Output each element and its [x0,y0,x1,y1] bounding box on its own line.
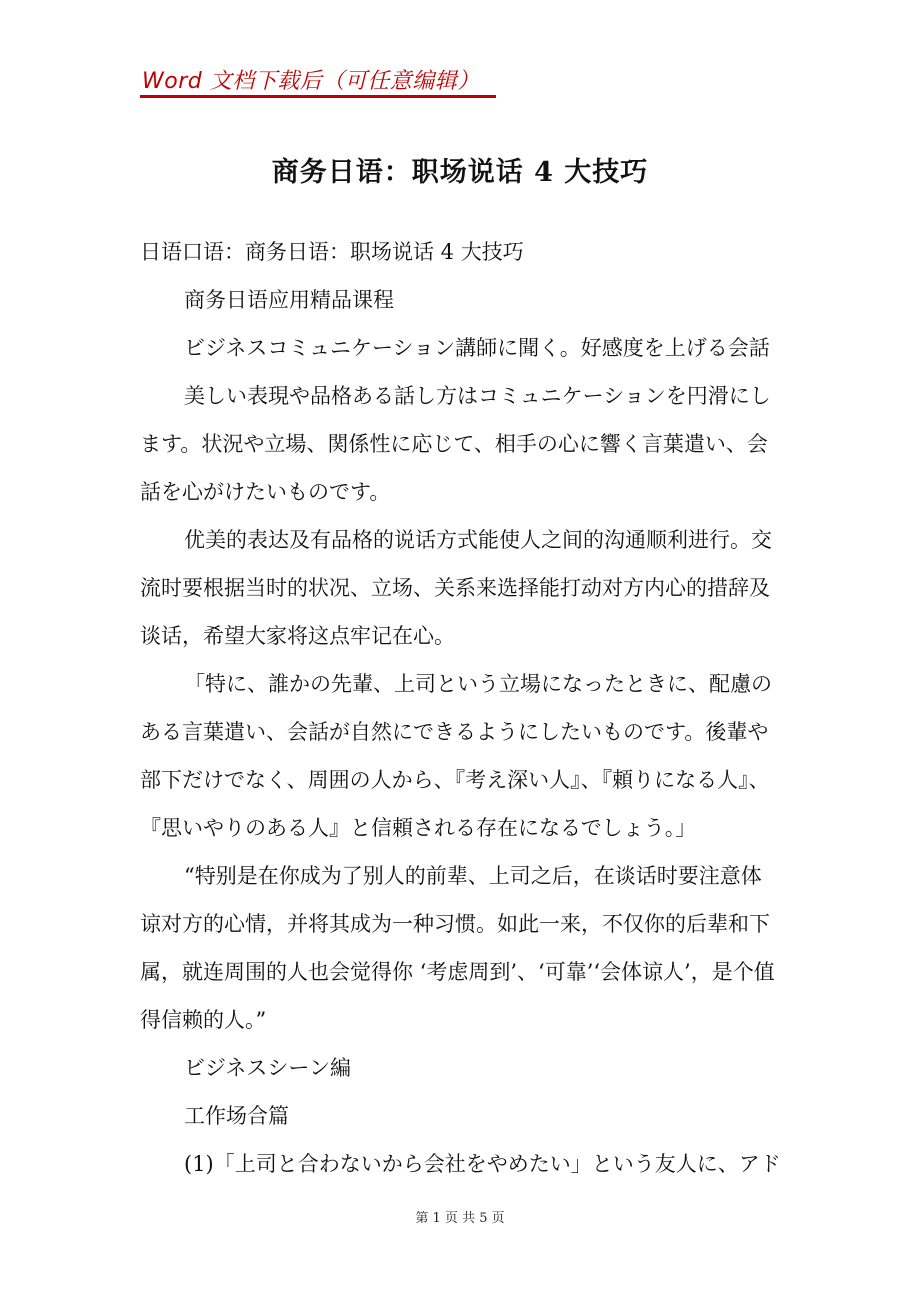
document-title: 商务日语：职场说话 4 大技巧 [271,157,649,188]
body-line: 谈话，希望大家将这点牢记在心。 [140,624,455,648]
body-line: 美しい表現や品格ある話し方はコミュニケーションを円滑にし [184,384,771,408]
body-line: 谅对方的心情，并将其成为一种习惯。如此一来，不仅你的后辈和下 [140,912,770,936]
page-number-footer: 第 1 页 共 5 页 [415,1211,505,1226]
body-line: 『思いやりのある人』と信頼される存在になるでしょう。」 [140,816,697,840]
body-line: 流时要根据当时的状况、立场、关系来选择能打动对方内心的措辞及 [140,576,770,600]
body-line: 得信赖的人。” [140,1008,267,1032]
body-line: ビジネスシーン編 [184,1056,351,1080]
body-line: 商务日语应用精品课程 [184,288,394,312]
body-line: “特别是在你成为了别人的前辈、上司之后，在谈话时要注意体 [184,864,762,888]
body-line: 話を心がけたいものです。 [140,480,391,504]
document-body [140,228,788,1188]
header-banner [140,64,496,98]
body-line: 日语口语：商务日语：职场说话 4 大技巧 [140,240,524,264]
body-line: 「特に、誰かの先輩、上司という立場になったときに、配慮の [184,672,772,696]
body-line: ビジネスコミュニケーション講師に聞く。好感度を上げる会話 [184,336,770,360]
body-line: 部下だけでなく、周囲の人から、『考え深い人』、『頼りになる人』、 [140,768,770,792]
body-line: (1)「上司と合わないから会社をやめたい」という友人に、アド [184,1152,781,1176]
body-line: 工作场合篇 [184,1104,289,1128]
body-line: ます。状況や立場、関係性に応じて、相手の心に響く言葉遣い、会 [140,432,768,456]
body-line: 属，就连周围的人也会觉得你 ‘考虑周到’、‘可靠’‘会体谅人’，是个值 [140,960,775,984]
header-banner-text: Word 文档下载后（可任意编辑） [142,69,480,94]
body-line: 优美的表达及有品格的说话方式能使人之间的沟通顺利进行。交 [184,528,772,552]
body-line: ある言葉遣い、会話が自然にできるようにしたいものです。後輩や [140,720,769,744]
